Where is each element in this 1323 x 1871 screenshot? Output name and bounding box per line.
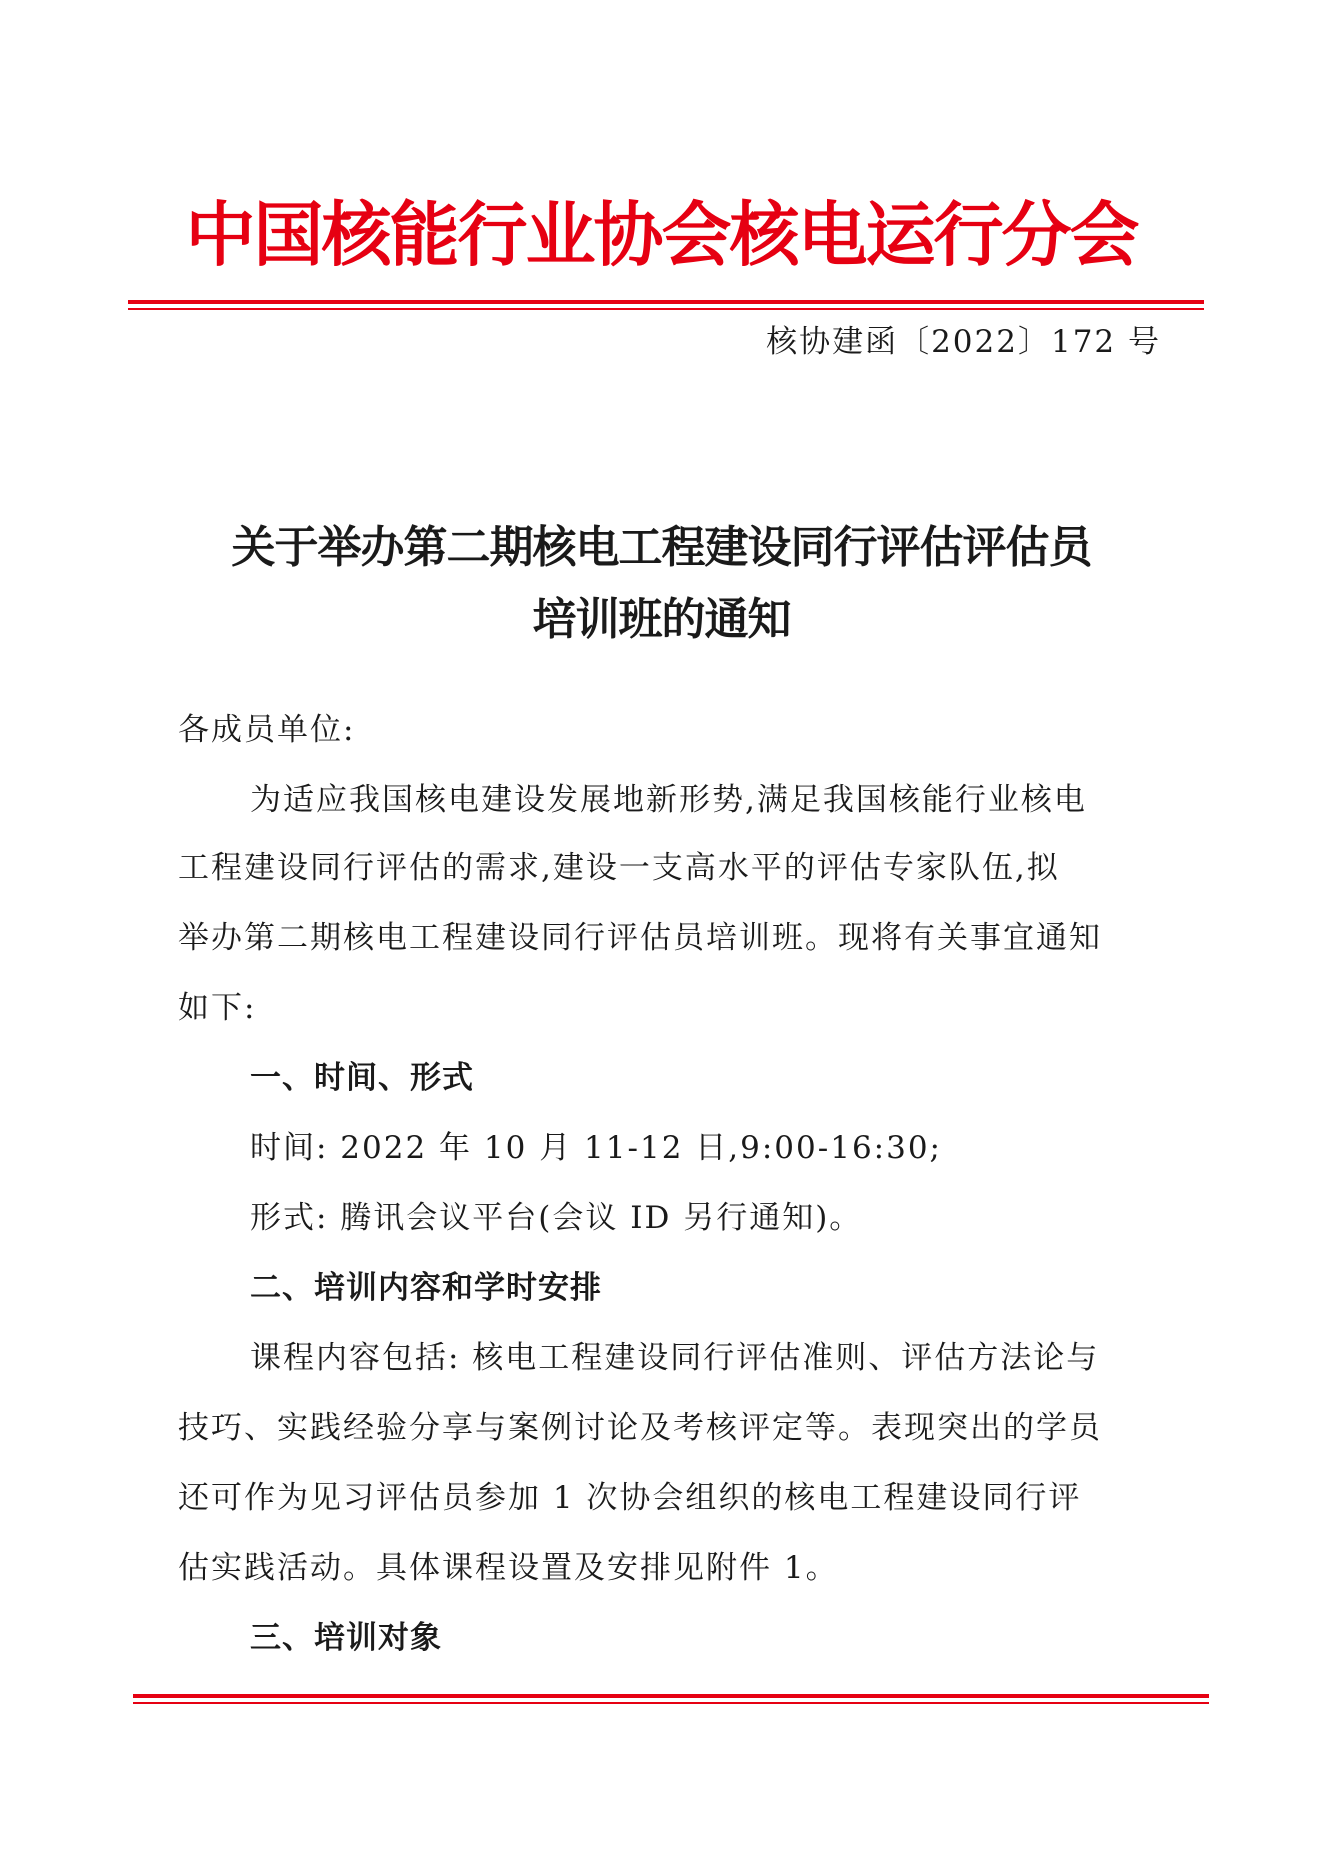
section-3-heading: 三、培训对象	[250, 1620, 442, 1656]
section-1-heading: 一、时间、形式	[250, 1060, 474, 1096]
section-1-format: 形式: 腾讯会议平台(会议 ID 另行通知)。	[250, 1200, 863, 1236]
document-title-line-1: 关于举办第二期核电工程建设同行评估评估员	[231, 522, 1092, 573]
section-2-line-2: 技巧、实践经验分享与案例讨论及考核评定等。表现突出的学员	[178, 1410, 1102, 1446]
salutation: 各成员单位:	[178, 712, 356, 748]
intro-line-1: 为适应我国核电建设发展地新形势,满足我国核能行业核电	[250, 782, 1087, 818]
document-number: 核协建函〔2022〕172 号	[766, 324, 1161, 360]
intro-line-2: 工程建设同行评估的需求,建设一支高水平的评估专家队伍,拟	[178, 850, 1060, 886]
section-2-heading: 二、培训内容和学时安排	[250, 1270, 602, 1306]
section-1-time: 时间: 2022 年 10 月 11-12 日,9:00-16:30;	[250, 1130, 942, 1166]
footer-divider-thin	[133, 1702, 1209, 1704]
document-title-line-2: 培训班的通知	[532, 594, 791, 645]
section-2-line-4: 估实践活动。具体课程设置及安排见附件 1。	[178, 1550, 839, 1586]
document-title	[0, 512, 1323, 656]
intro-line-4: 如下:	[178, 990, 257, 1026]
organization-name: 中国核能行业协会核电运行分会	[185, 194, 1138, 276]
intro-line-3: 举办第二期核电工程建设同行评估员培训班。现将有关事宜通知	[178, 920, 1102, 956]
header-divider-thick	[128, 300, 1204, 304]
header-divider-thin	[128, 308, 1204, 310]
footer-divider-thick	[133, 1694, 1209, 1698]
section-2-line-3: 还可作为见习评估员参加 1 次协会组织的核电工程建设同行评	[178, 1480, 1082, 1516]
section-2-line-1: 课程内容包括: 核电工程建设同行评估准则、评估方法论与	[250, 1340, 1100, 1376]
